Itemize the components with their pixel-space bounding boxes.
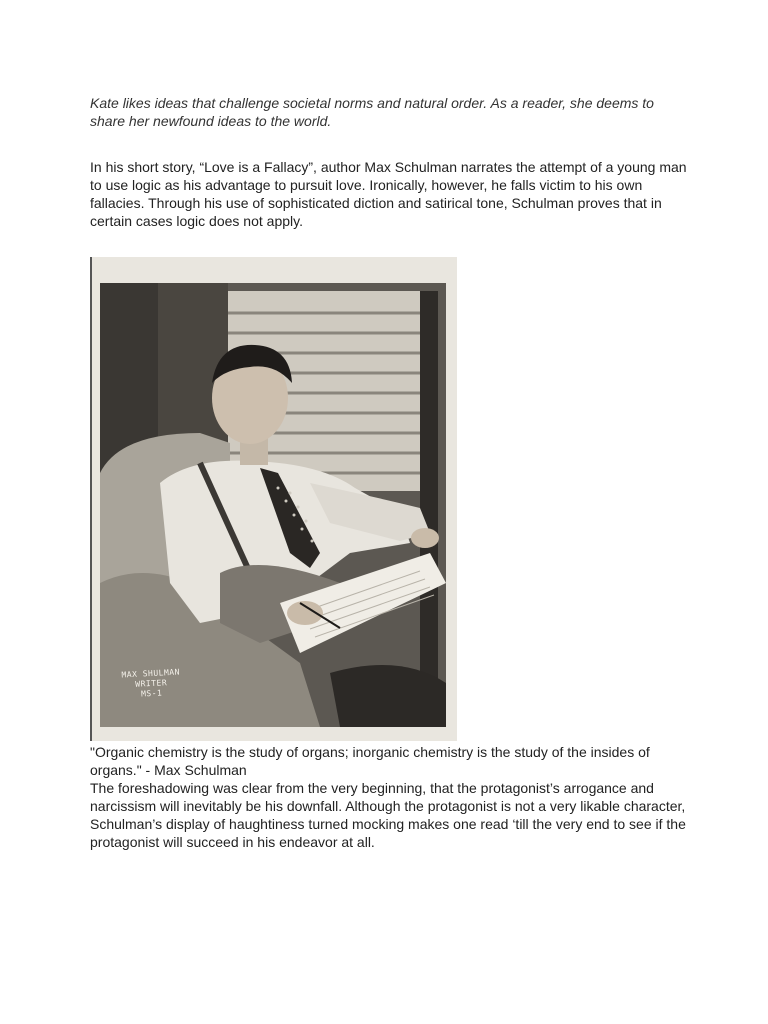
intro-text: Kate likes ideas that challenge societal norms and natural order. As a reader, she deems to share her newfound ideas to the world. [90,95,654,129]
paragraph-analysis: The foreshadowing was clear from the very beginning, that the protagonist’s arrogance and narcissism will inevitably be his downfall. Although the protagonist is not a very likable character, Schulman’s display of haughtiness turned mocking makes one read ‘till the very end to see if the protagonist will succeed in his endeavor at all. [90,780,686,850]
caption-line-role: WRITER [135,678,168,689]
caption-line-name: MAX SHULMAN [121,667,181,680]
photo-handwritten-caption [121,667,181,700]
author-photo-illustration [100,283,446,727]
author-quote: "Organic chemistry is the study of organs; inorganic chemistry is the study of the insides of organs." - Max Schulman [90,744,650,778]
caption-line-code: MS-1 [140,688,163,699]
author-photo-frame [90,257,457,741]
author-photo [100,283,446,727]
paragraph-thesis: In his short story, “Love is a Fallacy”, author Max Schulman narrates the attempt of a young man to use logic as his advantage to pursuit love. Ironically, however, he falls victim to his own fallacies. Through his use of sophisticated diction and satirical tone, Schulman proves that in certain cases logic does not apply. [90,159,687,229]
